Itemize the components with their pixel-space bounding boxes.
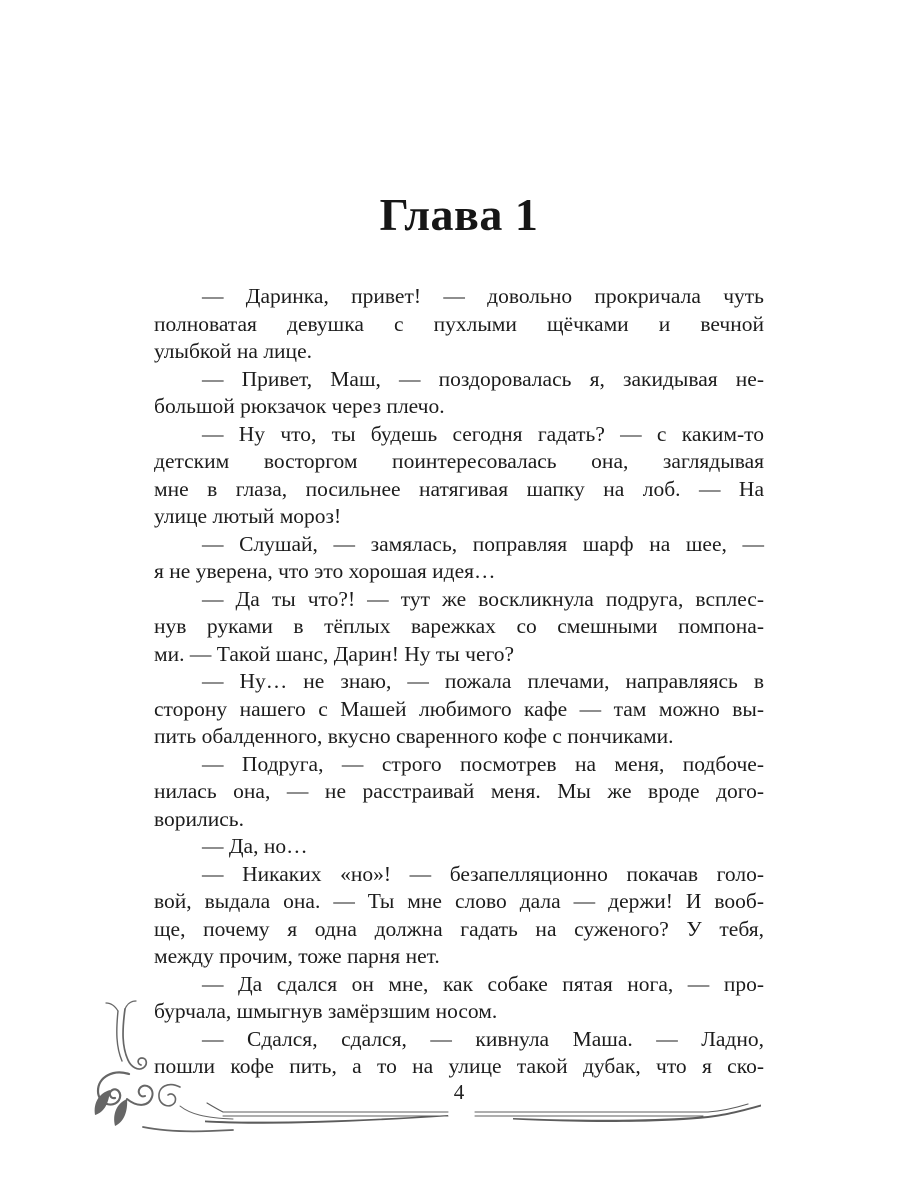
text-line: — Никаких «но»! — безапелляционно покачав голо- (202, 861, 764, 886)
paragraph (154, 366, 764, 421)
text-line: большой рюкзачок через плечо. (154, 394, 445, 418)
text-line: нув руками в тёплых варежках со смешными помпона- (154, 614, 764, 638)
text-line: вой, выдала она. — Ты мне слово дала — держи! И вооб- (154, 889, 764, 913)
text-line: ми. — Такой шанс, Дарин! Ну ты чего? (154, 641, 515, 666)
text-line: детским восторгом поинтересовалась она, заглядывая (154, 449, 764, 473)
text-line: — Да ты что?! — тут же воскликнула подруга, всплес- (202, 586, 764, 611)
text-line: мне в глаза, посильнее натягивая шапку на лоб. — На (154, 476, 764, 501)
text-line: бурчала, шмыгнув замёрзшим носом. (154, 999, 498, 1023)
text-line: — Сдался, сдался, — кивнула Маша. — Ладно, (202, 1026, 764, 1051)
text-line: — Подруга, — строго посмотрев на меня, подбоче- (202, 751, 764, 776)
text-line: — Ну что, ты будешь сегодня гадать? — с каким-то (202, 421, 764, 446)
paragraph (154, 861, 764, 971)
text-line: — Ну… не знаю, — пожала плечами, направляясь в (202, 669, 764, 693)
paragraph (154, 421, 764, 531)
paragraph (154, 1026, 764, 1081)
text-line: пошли кофе пить, а то на улице такой дубак, что я ско- (154, 1054, 764, 1078)
text-line: пить обалденного, вкусно сваренного кофе с пончиками. (154, 724, 674, 748)
text-line: улице лютый мороз! (154, 504, 342, 528)
paragraph (154, 586, 764, 669)
text-line: — Слушай, — замялась, поправляя шарф на шее, — (202, 531, 764, 556)
text-line: полноватая девушка с пухлыми щёчками и вечной (154, 311, 764, 336)
text-line: — Привет, Маш, — поздоровалась я, закидывая не- (202, 366, 764, 391)
footer-rule-right (473, 1100, 768, 1130)
text-line: — Да сдался он мне, как собаке пятая нога, — про- (202, 971, 764, 996)
text-line: сторону нашего с Машей любимого кафе — там можно вы- (154, 696, 764, 721)
text-line: ворились. (154, 806, 244, 831)
text-line: — Да, но… (202, 834, 308, 858)
text-line: нилась она, — не расстраивай меня. Мы же вроде дого- (154, 779, 764, 803)
text-line: — Даринка, привет! — довольно прокричала чуть (202, 284, 764, 308)
text-line: ще, почему я одна должна гадать на суженого? У тебя, (154, 916, 764, 941)
chapter-title: Глава 1 (379, 189, 539, 240)
paragraph (154, 668, 764, 751)
text-line: я не уверена, что это хорошая идея… (154, 559, 496, 583)
text-line: между прочим, тоже парня нет. (154, 944, 440, 968)
paragraph (154, 531, 764, 586)
text-block (154, 283, 764, 1081)
page-number: 4 (453, 1080, 465, 1104)
paragraph (154, 971, 764, 1026)
paragraph (154, 833, 764, 861)
paragraph (154, 283, 764, 366)
text-line: улыбкой на лице. (154, 339, 312, 363)
paragraph (154, 751, 764, 834)
